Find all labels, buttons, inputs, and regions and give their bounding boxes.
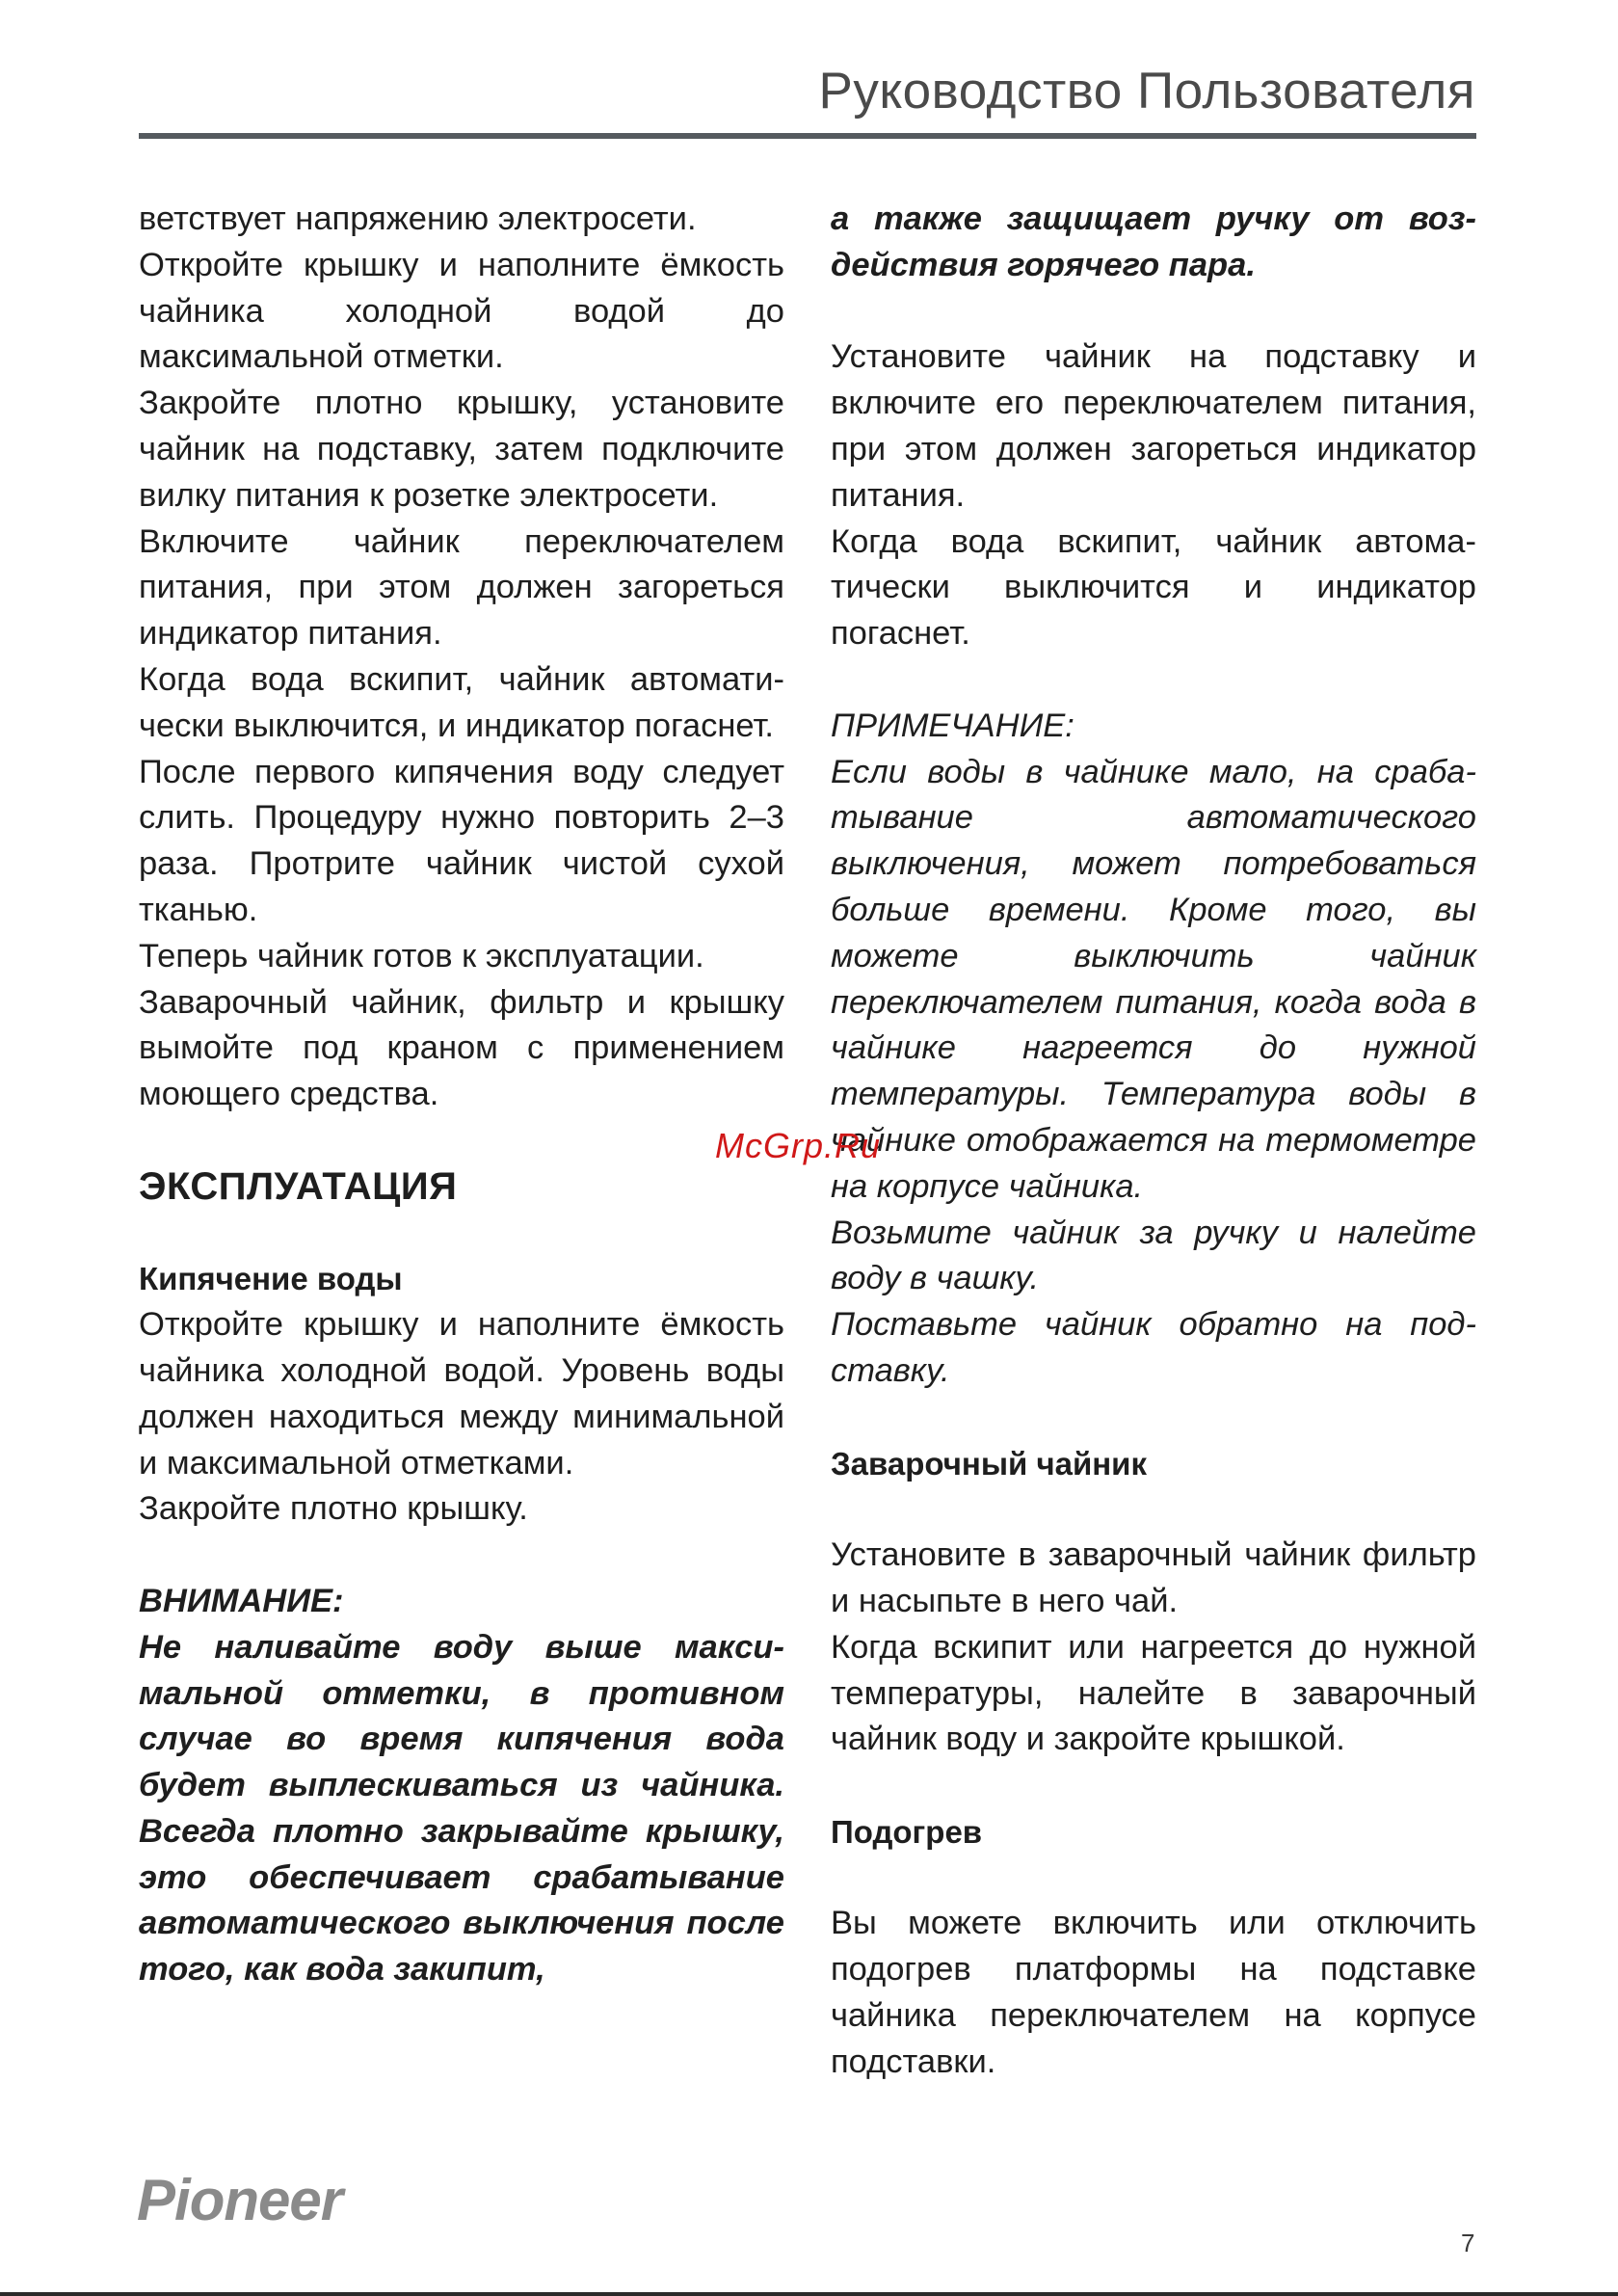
section-title-operation: ЭКСПЛУАТАЦИЯ [139, 1164, 458, 1208]
note-return-text: Поставьте чайник обратно на подставку. [831, 1306, 1476, 1389]
subsection-title-teapot: Заварочный чайник [831, 1445, 1147, 1482]
left-paragraph-10: Закройте плотно крышку. [139, 1490, 528, 1528]
spacer [139, 1118, 784, 1164]
warning-continuation: а также защищает ручку от воздействия горячего пара. [831, 200, 1476, 283]
warning-title: ВНИМАНИЕ: [139, 1582, 344, 1619]
right-paragraph-3: Установите в заварочный чайник фильтр и насыпьте в него чай. [831, 1536, 1476, 1619]
spacer [831, 1395, 1476, 1441]
subsection-title-heating: Подогрев [831, 1813, 983, 1850]
left-paragraph-7: Теперь чайник готов к эксплуатации. [139, 937, 704, 974]
bottom-border [0, 2292, 1618, 2296]
brand-logo: Pioneer [137, 2168, 343, 2232]
left-paragraph-1: ветствует напряжению электросети. [139, 200, 697, 237]
spacer [831, 657, 1476, 704]
page-header-title: Руководство Пользователя [818, 63, 1475, 120]
left-paragraph-6: После первого кипячения воду следует слить. Процедуру нужно повторить 2–3 раза. Протрите чайник чистой сухой тканью. [139, 753, 784, 928]
note-text: Если воды в чайнике мало, на срабатывание автоматического выключения, может потребоваться больше времени. Кроме того, вы можете выключить чайник переключателем питания, когда вода в чайнике нагреется до нужной температуры. Температура воды в чайнике отображается на термометре на корпусе чайника. [831, 753, 1476, 1205]
note-title: ПРИМЕЧАНИЕ: [831, 707, 1074, 744]
right-paragraph-5: Вы можете включить или отключить подогрев платформы на подставке чайника переключателем на корпусе подставки. [831, 1905, 1476, 2080]
spacer [139, 1533, 784, 1579]
right-paragraph-4: Когда вскипит или нагреется до нужной температуры, налейте в заварочный чайник воду и закройте крышкой. [831, 1628, 1476, 1758]
subsection-title-boiling: Кипячение воды [139, 1261, 403, 1297]
spacer [831, 1486, 1476, 1533]
header-divider [139, 133, 1476, 139]
left-paragraph-5: Когда вода вскипит, чайник автоматически выключится, и индикатор погаснет. [139, 660, 784, 744]
watermark: McGrp.Ru [715, 1126, 882, 1165]
spacer [831, 289, 1476, 335]
right-column [831, 197, 1476, 2086]
right-paragraph-2: Когда вода вскипит, чайник автоматически выключится и индикатор погаснет. [831, 522, 1476, 653]
left-column [139, 197, 784, 1993]
spacer [139, 1211, 784, 1257]
note-pour-text: Возьмите чайник за ручку и налейте воду в чашку. [831, 1214, 1476, 1297]
page-number: 7 [1461, 2229, 1475, 2257]
left-paragraph-2: Откройте крышку и наполните ёмкость чайника холодной водой до максимальной отметки. [139, 246, 784, 376]
left-paragraph-8: Заварочный чайник, фильтр и крышку вымойте под краном с применением моющего средства. [139, 983, 784, 1113]
left-paragraph-9: Откройте крышку и наполните ёмкость чайника холодной водой. Уровень воды должен находиться между минимальной и максимальной отметками. [139, 1306, 784, 1482]
left-paragraph-4: Включите чайник переключателем питания, при этом должен загореться индикатор питания. [139, 522, 784, 653]
right-paragraph-1: Установите чайник на подставку и включите его переключателем питания, при этом должен загореться индикатор питания. [831, 338, 1476, 514]
spacer [831, 1855, 1476, 1902]
warning-text: Не наливайте воду выше максимальной отметки, в противном случае во время кипячения вода будет выплескиваться из чайника. Всегда плотно закрывайте крышку, это обеспечивает срабатывание автоматического выключения после того, как вода закипит, [139, 1628, 784, 1989]
spacer [831, 1763, 1476, 1809]
left-paragraph-3: Закройте плотно крышку, установите чайник на подставку, затем подключите вилку питания к розетке электросети. [139, 385, 784, 514]
